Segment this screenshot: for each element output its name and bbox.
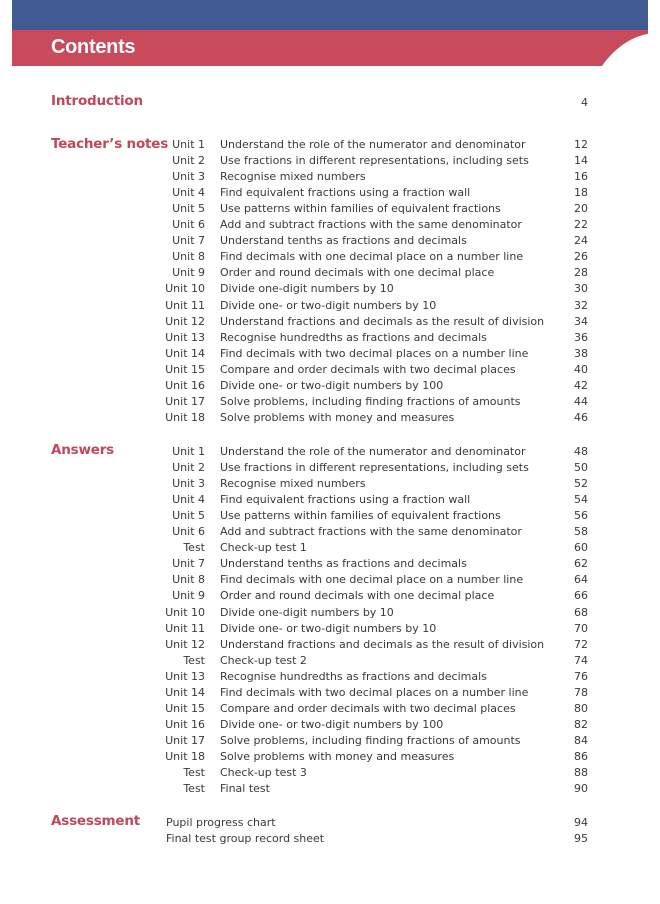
toc-unit: Unit 9 (172, 589, 205, 603)
toc-page-number: 88 (574, 766, 588, 779)
toc-unit: Test (183, 782, 205, 796)
toc-unit: Unit 17 (165, 733, 205, 747)
toc-description: Use fractions in different representations, including sets (220, 154, 529, 168)
introduction-page-number: 4 (581, 96, 588, 109)
toc-description: Find decimals with one decimal place on a number line (220, 573, 524, 587)
toc-description: Solve problems with money and measures (220, 749, 455, 763)
toc-row (0, 605, 660, 621)
toc-description: Check-up test 1 (220, 541, 307, 555)
toc-unit: Unit 5 (172, 202, 205, 216)
toc-unit: Unit 11 (165, 621, 205, 635)
toc-description: Add and subtract fractions with the same denominator (220, 218, 522, 232)
toc-row (0, 781, 660, 797)
toc-row (0, 717, 660, 733)
toc-page-number: 42 (574, 378, 588, 392)
toc-row (0, 733, 660, 749)
toc-description: Final test group record sheet (166, 832, 325, 845)
toc-row (0, 249, 660, 265)
toc-row (0, 201, 660, 217)
toc-unit: Unit 6 (172, 525, 205, 539)
toc-description: Compare and order decimals with two decimal places (220, 701, 516, 715)
toc-page-number: 28 (574, 266, 588, 280)
toc-unit: Unit 8 (172, 250, 205, 264)
toc-row (0, 476, 660, 492)
toc-unit: Unit 1 (172, 138, 205, 151)
toc-page-number: 44 (574, 394, 588, 408)
toc-description: Divide one-digit numbers by 10 (220, 282, 394, 296)
toc-row (0, 460, 660, 476)
toc-unit: Unit 18 (165, 749, 205, 763)
toc-page-number: 76 (574, 669, 588, 683)
toc-page-number: 22 (574, 218, 588, 232)
toc-unit: Unit 7 (172, 234, 205, 248)
toc-row (0, 815, 660, 831)
toc-description: Understand fractions and decimals as the result of division (220, 314, 545, 328)
toc-page-number: 80 (574, 701, 588, 715)
toc-unit: Unit 13 (165, 330, 205, 344)
toc-page-number: 18 (574, 186, 588, 200)
toc-description: Understand tenths as fractions and decimals (220, 234, 467, 248)
toc-description: Recognise hundredths as fractions and decimals (220, 669, 487, 683)
toc-description: Check-up test 3 (220, 766, 307, 779)
toc-row (0, 410, 660, 426)
toc-unit: Unit 16 (165, 378, 205, 392)
toc-page-number: 84 (574, 733, 588, 747)
toc-unit: Unit 5 (172, 509, 205, 523)
section-introduction: Introduction (51, 93, 143, 109)
toc-description: Recognise hundredths as fractions and decimals (220, 330, 487, 344)
toc-description: Divide one- or two-digit numbers by 10 (220, 298, 437, 312)
toc-row (0, 637, 660, 653)
toc-page-number: 86 (574, 749, 588, 763)
toc-row (0, 137, 660, 153)
toc-page-number: 38 (574, 346, 588, 360)
toc-row (0, 588, 660, 604)
toc-row (0, 330, 660, 346)
toc-page-number: 40 (574, 362, 588, 376)
toc-description: Add and subtract fractions with the same denominator (220, 525, 522, 539)
toc-description: Final test (220, 782, 270, 796)
toc-row (0, 298, 660, 314)
toc-page-number: 68 (574, 605, 588, 619)
toc-description: Use fractions in different representations, including sets (220, 461, 529, 475)
toc-page-number: 48 (574, 445, 588, 458)
toc-description: Find equivalent fractions using a fraction wall (220, 186, 471, 200)
toc-description: Check-up test 2 (220, 653, 307, 667)
toc-page-number: 90 (574, 782, 588, 796)
toc-page-number: 56 (574, 509, 588, 523)
toc-unit: Unit 3 (172, 477, 205, 491)
toc-row (0, 508, 660, 524)
toc-row (0, 685, 660, 701)
toc-page-number: 24 (574, 234, 588, 248)
page-title: Contents (51, 36, 136, 58)
toc-row (0, 572, 660, 588)
toc-unit: Unit 10 (165, 282, 205, 296)
toc-unit: Test (183, 766, 205, 779)
toc-unit: Unit 16 (165, 717, 205, 731)
toc-unit: Unit 6 (172, 218, 205, 232)
toc-page-number: 16 (574, 170, 588, 184)
toc-page-number: 54 (574, 493, 588, 507)
toc-page-number: 32 (574, 298, 588, 312)
toc-page-number: 14 (574, 154, 588, 168)
toc-description: Recognise mixed numbers (220, 170, 366, 184)
toc-row (0, 831, 660, 847)
toc-page-number: 46 (574, 410, 588, 424)
toc-description: Find decimals with two decimal places on a number line (220, 685, 529, 699)
toc-description: Use patterns within families of equivalent fractions (220, 202, 501, 216)
toc-row (0, 153, 660, 169)
toc-row (0, 444, 660, 460)
toc-page-number: 78 (574, 685, 588, 699)
toc-page-number: 82 (574, 717, 588, 731)
toc-page-number: 26 (574, 250, 588, 264)
toc-page-number: 64 (574, 573, 588, 587)
toc-page-number: 95 (574, 832, 588, 845)
toc-page-number: 74 (574, 653, 588, 667)
toc-unit: Unit 14 (165, 685, 205, 699)
toc-description: Find decimals with two decimal places on a number line (220, 346, 529, 360)
toc-unit: Unit 17 (165, 394, 205, 408)
toc-unit: Unit 2 (172, 154, 205, 168)
toc-page-number: 70 (574, 621, 588, 635)
toc-description: Solve problems with money and measures (220, 410, 455, 424)
toc-page-number: 66 (574, 589, 588, 603)
toc-row (0, 492, 660, 508)
toc-row (0, 524, 660, 540)
toc-unit: Unit 12 (165, 314, 205, 328)
toc-description: Use patterns within families of equivalent fractions (220, 509, 501, 523)
toc-row (0, 265, 660, 281)
toc-description: Order and round decimals with one decimal place (220, 589, 495, 603)
toc-description: Pupil progress chart (166, 816, 276, 829)
section-assessment: Assessment (51, 813, 141, 829)
toc-row (0, 394, 660, 410)
toc-description: Order and round decimals with one decimal place (220, 266, 495, 280)
toc-description: Find equivalent fractions using a fraction wall (220, 493, 471, 507)
toc-row (0, 540, 660, 556)
toc-unit: Unit 12 (165, 637, 205, 651)
toc-description: Understand fractions and decimals as the result of division (220, 637, 545, 651)
toc-row (0, 556, 660, 572)
toc-page-number: 30 (574, 282, 588, 296)
toc-unit: Unit 1 (172, 445, 205, 458)
toc-unit: Unit 11 (165, 298, 205, 312)
toc-unit: Unit 3 (172, 170, 205, 184)
toc-unit: Test (183, 541, 205, 555)
toc-row (0, 362, 660, 378)
toc-page-number: 72 (574, 637, 588, 651)
toc-unit: Unit 13 (165, 669, 205, 683)
toc-description: Solve problems, including finding fractions of amounts (220, 733, 521, 747)
toc-page-number: 58 (574, 525, 588, 539)
toc-row (0, 701, 660, 717)
toc-page-number: 94 (574, 816, 588, 829)
toc-row (0, 314, 660, 330)
toc-page-number: 36 (574, 330, 588, 344)
toc-description: Divide one- or two-digit numbers by 10 (220, 621, 437, 635)
toc-unit: Unit 7 (172, 557, 205, 571)
toc-unit: Unit 10 (165, 605, 205, 619)
toc-row (0, 281, 660, 297)
toc-row (0, 169, 660, 185)
toc-page-number: 12 (574, 138, 588, 151)
toc-description: Divide one-digit numbers by 10 (220, 605, 394, 619)
toc-description: Understand the role of the numerator and denominator (220, 138, 526, 151)
toc-unit: Unit 15 (165, 701, 205, 715)
toc-row (0, 749, 660, 765)
toc-page-number: 20 (574, 202, 588, 216)
toc-unit: Unit 14 (165, 346, 205, 360)
toc-page-number: 60 (574, 541, 588, 555)
section-answers: Answers (51, 442, 115, 458)
toc-page-number: 34 (574, 314, 588, 328)
toc-unit: Unit 2 (172, 461, 205, 475)
toc-description: Find decimals with one decimal place on a number line (220, 250, 524, 264)
toc-description: Divide one- or two-digit numbers by 100 (220, 378, 444, 392)
header-top-bar (12, 0, 648, 32)
toc-description: Solve problems, including finding fractions of amounts (220, 394, 521, 408)
toc-description: Understand tenths as fractions and decimals (220, 557, 467, 571)
toc-description: Recognise mixed numbers (220, 477, 366, 491)
toc-row (0, 233, 660, 249)
toc-unit: Unit 4 (172, 493, 205, 507)
toc-unit: Unit 8 (172, 573, 205, 587)
toc-unit: Unit 15 (165, 362, 205, 376)
toc-description: Compare and order decimals with two decimal places (220, 362, 516, 376)
toc-description: Understand the role of the numerator and denominator (220, 445, 526, 458)
section-teachers-notes: Teacher’s notes (51, 136, 169, 152)
toc-unit: Test (183, 653, 205, 667)
toc-row (0, 217, 660, 233)
toc-page-number: 50 (574, 461, 588, 475)
toc-unit: Unit 4 (172, 186, 205, 200)
toc-unit: Unit 18 (165, 410, 205, 424)
toc-row (0, 378, 660, 394)
toc-page-number: 52 (574, 477, 588, 491)
toc-page-number: 62 (574, 557, 588, 571)
toc-row (0, 669, 660, 685)
toc-row (0, 185, 660, 201)
toc-description: Divide one- or two-digit numbers by 100 (220, 717, 444, 731)
toc-row (0, 621, 660, 637)
toc-unit: Unit 9 (172, 266, 205, 280)
toc-row (0, 653, 660, 669)
toc-row (0, 765, 660, 781)
toc-row (0, 346, 660, 362)
